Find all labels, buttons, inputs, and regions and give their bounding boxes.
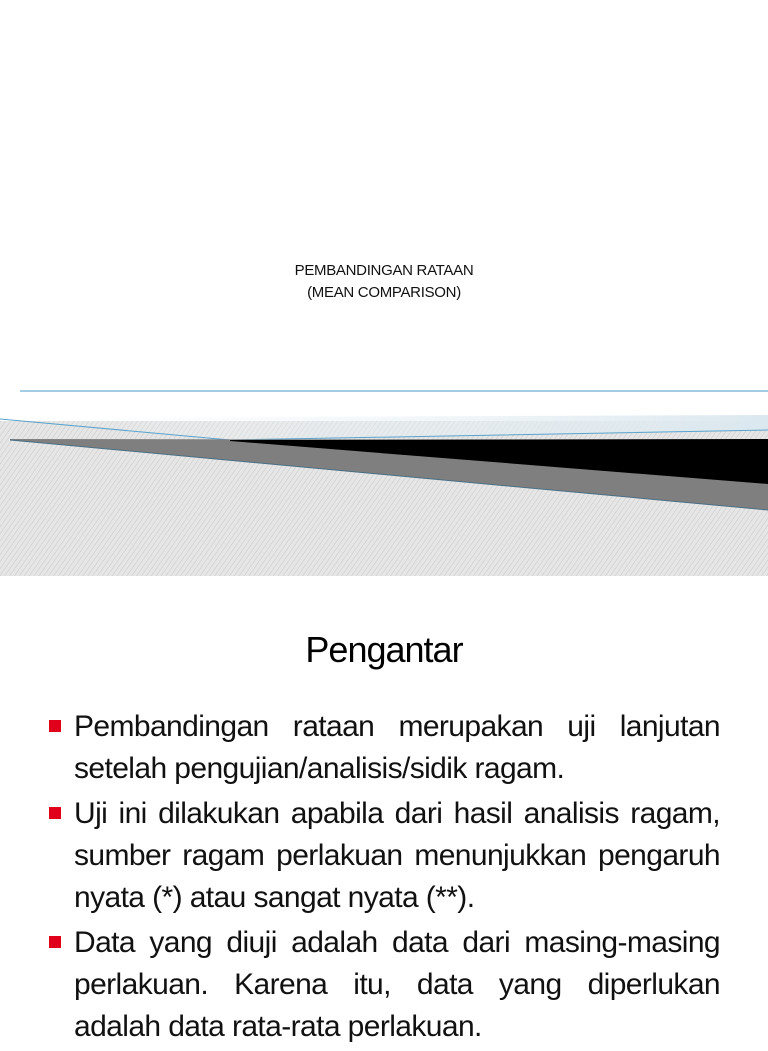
bullet-text: Pembandingan rataan merupakan uji lanjutan setelah pengujian/analisis/sidik ragam. — [74, 710, 720, 785]
slide-heading: Pengantar — [305, 629, 463, 670]
title-line-2: (MEAN COMPARISON) — [307, 284, 461, 301]
red-square-bullet-icon — [49, 720, 61, 732]
bullet-text: Uji ini dilakukan apabila dari hasil analisis ragam, sumber ragam perlakuan menunjukkan pengaruh nyata (*) atau sangat nyata (**). — [74, 797, 720, 914]
red-square-bullet-icon — [49, 936, 61, 948]
bullet-item — [46, 793, 720, 919]
content-slide — [0, 576, 768, 1043]
red-square-bullet-icon — [49, 807, 61, 819]
decorative-swoosh — [0, 380, 768, 576]
title-line-1: PEMBANDINGAN RATAAN — [294, 262, 474, 279]
bullet-item — [46, 706, 720, 790]
slide-title — [0, 260, 768, 304]
bullet-list — [46, 706, 720, 1051]
bullet-text: Data yang diuji adalah data dari masing-masing perlakuan. Karena itu, data yang diperlukan adalah data rata-rata perlakuan. — [74, 926, 720, 1043]
bullet-item — [46, 922, 720, 1048]
